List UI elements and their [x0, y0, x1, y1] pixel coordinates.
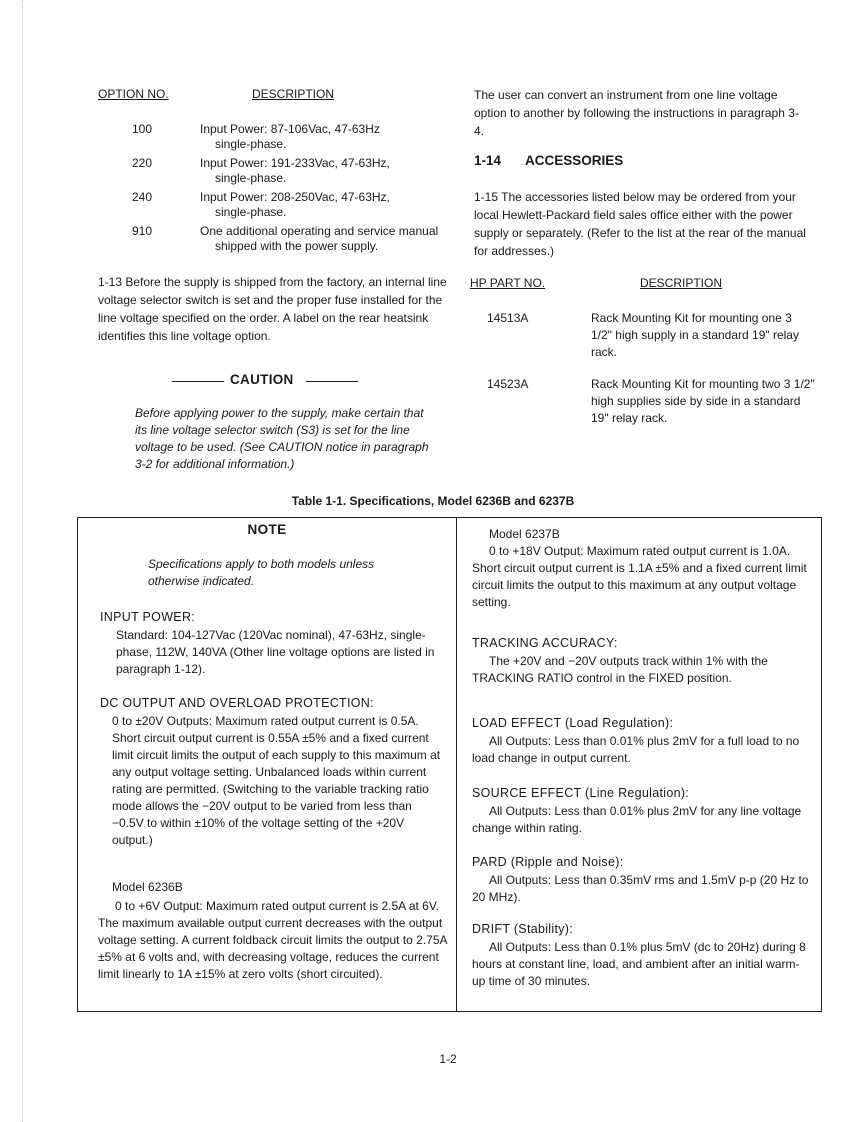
- section-title: ACCESSORIES: [525, 153, 624, 168]
- option-description: [200, 122, 464, 152]
- option-number: 240: [132, 190, 153, 204]
- source-effect-heading: SOURCE EFFECT (Line Regulation):: [472, 786, 690, 800]
- dc-output-text: 0 to ±20V Outputs: Maximum rated output current is 0.5A. Short circuit output current is 0.55A ±5% and a fixed current limit circuit limits the output of each supply to this maximum at any output voltage setting. Unbalanced loads within current rating are permitted. (Switching to the variable tracking ratio mode allows the −20V output to be varied from less than −0.5V to within ±10% of the voltage setting of the +20V output.): [112, 714, 441, 847]
- input-power-heading: INPUT POWER:: [100, 610, 196, 624]
- option-number: 910: [132, 224, 153, 238]
- accessory-description: Rack Mounting Kit for mounting two 3 1/2" high supplies side by side in a standard 19" relay rack.: [591, 377, 815, 425]
- option-desc-line2: single-phase.: [215, 137, 287, 151]
- pard-text: All Outputs: Less than 0.35mV rms and 1.5mV p-p (20 Hz to 20 MHz).: [472, 873, 809, 904]
- model-6237b-label: Model 6237B: [489, 527, 560, 541]
- accessory-part-number: 14523A: [487, 377, 529, 391]
- model-6236b-text: 0 to +6V Output: Maximum rated output current is 2.5A at 6V. The maximum available output current decreases with the output voltage setting. A current foldback circuit limits the output to 2.75A ±5% at 6 volts and, with decreasing voltage, reduces the current limit linearly to 1A ±15% at zero volts (short circuited).: [98, 899, 447, 981]
- accessory-description: Rack Mounting Kit for mounting one 3 1/2" high supply in a standard 19" relay rack.: [591, 311, 799, 359]
- page-number: 1-2: [439, 1052, 457, 1066]
- input-power-text: Standard: 104-127Vac (120Vac nominal), 47-63Hz, single-phase, 112W, 140VA (Other line voltage options are listed in paragraph 1-12).: [116, 628, 435, 676]
- option-description: [200, 156, 464, 186]
- table-caption: Table 1-1. Specifications, Model 6236B and 6237B: [291, 494, 575, 508]
- option-desc-line1: Input Power: 87-106Vac, 47-63Hz: [200, 122, 380, 136]
- caution-rule-right: [306, 381, 358, 382]
- option-no-header: OPTION NO.: [98, 87, 169, 101]
- tracking-accuracy-text: The +20V and −20V outputs track within 1% with the TRACKING RATIO control in the FIXED position.: [472, 654, 768, 685]
- dc-output-heading: DC OUTPUT AND OVERLOAD PROTECTION:: [100, 696, 374, 710]
- option-desc-line2: single-phase.: [215, 205, 287, 219]
- caution-text: Before applying power to the supply, make certain that its line voltage selector switch (S3) is set for the line voltage to be used. (See CAUTION notice in paragraph 3-2 for additional information.): [135, 406, 429, 471]
- paragraph-1-13: 1-13 Before the supply is shipped from the factory, an internal line voltage selector switch is set and the proper fuse installed for the line voltage specified on the order. A label on the rear heatsink identifies this line voltage option.: [98, 275, 447, 343]
- specifications-column-divider: [456, 517, 457, 1012]
- line-voltage-conversion-text: The user can convert an instrument from one line voltage option to another by following the instructions in paragraph 3-4.: [474, 88, 799, 138]
- option-desc-line2: single-phase.: [215, 171, 287, 185]
- caution-heading: [172, 372, 362, 390]
- accessory-part-number: 14513A: [487, 311, 529, 325]
- option-description-header: DESCRIPTION: [252, 87, 335, 101]
- source-effect-text: All Outputs: Less than 0.01% plus 2mV for any line voltage change within rating.: [472, 804, 802, 835]
- load-effect-text: All Outputs: Less than 0.01% plus 2mV for a full load to no load change in output current.: [472, 734, 800, 765]
- option-desc-line1: Input Power: 191-233Vac, 47-63Hz,: [200, 156, 390, 170]
- hp-part-no-header: HP PART NO.: [470, 276, 546, 290]
- option-number: 100: [132, 122, 153, 136]
- model-6237b-text: 0 to +18V Output: Maximum rated output current is 1.0A. Short circuit output current is 1.1A ±5% and a fixed current limit circuit limits the output to this maximum at any output voltage setting.: [472, 544, 807, 609]
- section-number: 1-14: [474, 153, 502, 168]
- note-title: NOTE: [247, 522, 287, 537]
- option-description: [200, 190, 464, 220]
- page-edge-rule: [22, 0, 23, 1122]
- pard-heading: PARD (Ripple and Noise):: [472, 855, 624, 869]
- note-text: Specifications apply to both models unless otherwise indicated.: [148, 557, 375, 588]
- load-effect-heading: LOAD EFFECT (Load Regulation):: [472, 716, 674, 730]
- option-desc-line1: Input Power: 208-250Vac, 47-63Hz,: [200, 190, 390, 204]
- drift-heading: DRIFT (Stability):: [472, 922, 574, 936]
- model-6236b-label: Model 6236B: [112, 880, 183, 894]
- paragraph-1-15: 1-15 The accessories listed below may be ordered from your local Hewlett-Packard field sales office either with the power supply or separately. (Refer to the list at the rear of the manual for addresses.): [474, 190, 806, 258]
- drift-text: All Outputs: Less than 0.1% plus 5mV (dc to 20Hz) during 8 hours at constant line, load, and ambient after an initial warm-up time of 30 minutes.: [472, 940, 806, 988]
- accessory-description-header: DESCRIPTION: [640, 276, 723, 290]
- caution-title: CAUTION: [230, 372, 294, 387]
- tracking-accuracy-heading: TRACKING ACCURACY:: [472, 636, 618, 650]
- caution-rule-left: [172, 381, 224, 382]
- option-description: [200, 224, 464, 254]
- option-desc-line2: shipped with the power supply.: [215, 239, 379, 253]
- option-number: 220: [132, 156, 153, 170]
- option-desc-line1: One additional operating and service manual: [200, 224, 439, 238]
